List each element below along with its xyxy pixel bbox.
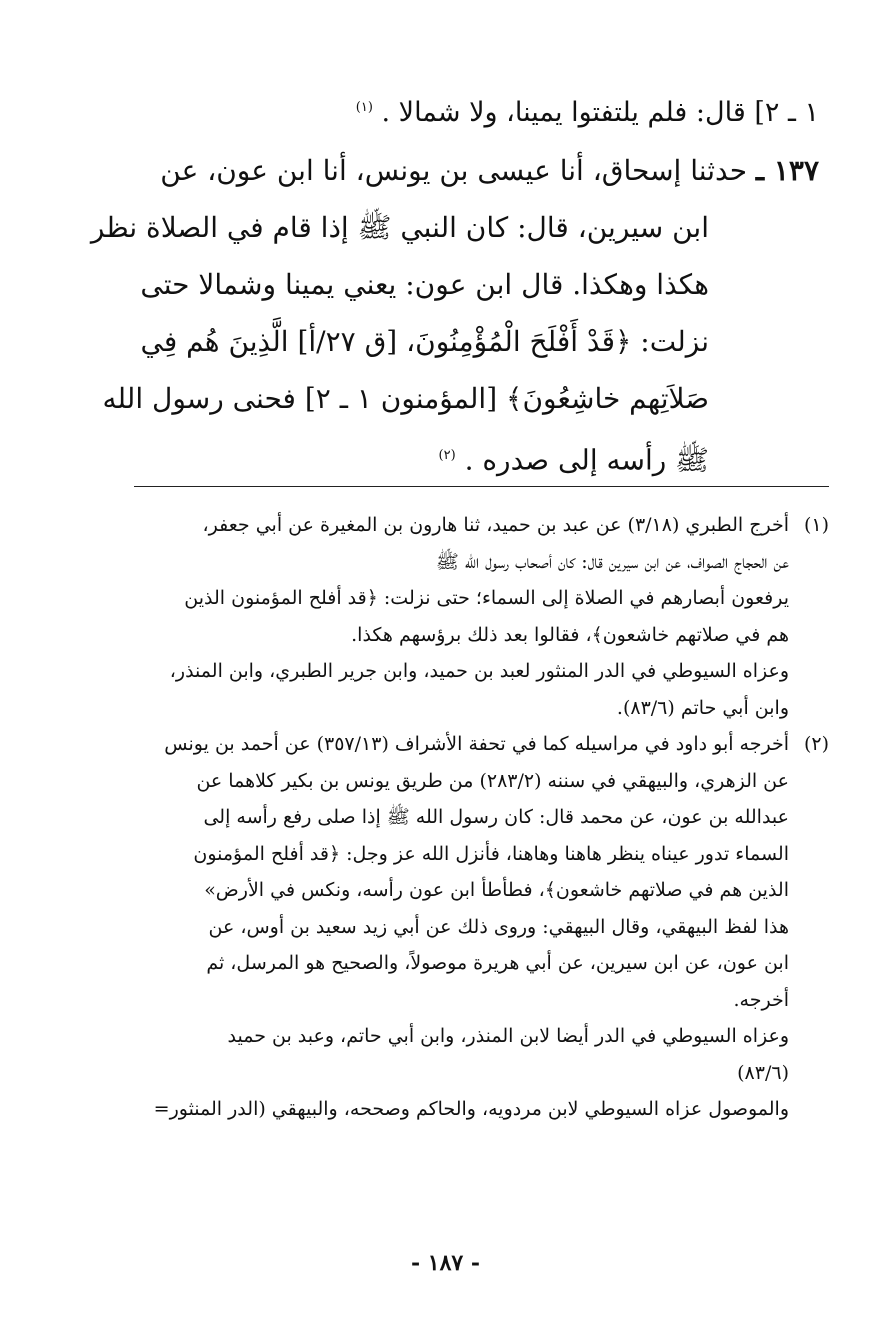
footnote-divider xyxy=(134,486,829,487)
continuation-text: ١ ـ ٢] قال: فلم يلتفتوا يمينا، ولا شمالا . xyxy=(381,97,819,128)
footnote-extra-line: وعزاه السيوطي في الدر أيضا لابن المنذر، وابن أبي حاتم، وعبد بن حميد xyxy=(227,1025,789,1047)
hadith-line-2: ابن سيرين، قال: كان النبي ﷺ إذا قام في الصلاة نظر xyxy=(90,211,709,244)
footnote-1-line: هم في صلاتهم خاشعون﴾، فقالوا بعد ذلك برؤسهم هكذا. xyxy=(351,623,789,646)
footnote-extra-line: والموصول عزاه السيوطي لابن مردويه، والحاكم وصححه، والبيهقي (الدر المنثور= xyxy=(153,1098,789,1120)
hadith-line-6 xyxy=(40,427,819,488)
footnote-1 xyxy=(60,507,829,726)
footnote-2 xyxy=(60,726,829,1018)
hadith-line-4: نزلت: ﴿قَدْ أَفْلَحَ الْمُؤْمِنُونَ، [ق ٢٧/أ] الَّذِينَ هُم فِي xyxy=(140,325,709,358)
footnote-1-line: أخرج الطبري (٣/١٨) عن عبد بن حميد، ثنا هارون بن المغيرة عن أبي جعفر، xyxy=(202,514,789,536)
footnote-2-line: عبدالله بن عون، عن محمد قال: كان رسول الله ﷺ إذا صلى رفع رأسه إلى xyxy=(203,806,789,828)
footnotes xyxy=(60,507,829,1128)
hadith-137 xyxy=(40,142,819,488)
hadith-number: ١٣٧ ـ xyxy=(755,154,819,187)
footnote-1-line: وابن أبي حاتم (٨٣/٦). xyxy=(616,696,789,719)
footnote-1-line: يرفعون أبصارهم في الصلاة إلى السماء؛ حتى نزلت: ﴿قد أفلح المؤمنون الذين xyxy=(184,587,789,609)
footnote-extra-line: (٨٣/٦) xyxy=(737,1061,789,1084)
footnote-ref-1: (١) xyxy=(355,100,373,115)
hadith-line-5: صَلاَتِهم خاشِعُونَ﴾ [المؤمنون ١ ـ ٢] فحنى رسول الله xyxy=(102,382,709,415)
footnote-2-line: أخرجه أبو داود في مراسيله كما في تحفة الأشراف (٣٥٧/١٣) عن أحمد بن يونس xyxy=(164,733,789,755)
footnote-1-line: عن الحجاج الصواف، عن ابن سيرين قال: كان أصحاب رسول الله ﷺ xyxy=(435,550,789,573)
footnote-2-line: الذين هم في صلاتهم خاشعون﴾، فطأطأ ابن عون رأسه، ونكس في الأرض» xyxy=(204,879,789,901)
footnote-1-line: وعزاه السيوطي في الدر المنثور لعبد بن حميد، وابن جرير الطبري، وابن المنذر، xyxy=(169,660,789,682)
footnote-ref-2: (٢) xyxy=(438,448,456,463)
footnote-2-line: هذا لفظ البيهقي، وقال البيهقي: وروى ذلك عن أبي زيد سعيد بن أوس، عن xyxy=(208,915,789,938)
footnote-2-line: ابن عون، عن ابن سيرين، عن أبي هريرة موصولاً، والصحيح هو المرسل، ثم xyxy=(206,952,789,974)
footnote-2-mark: (٢) xyxy=(803,733,829,755)
footnote-2-line: أخرجه. xyxy=(733,988,789,1011)
hadith-line-3: هكذا وهكذا. قال ابن عون: يعني يمينا وشمالا حتى xyxy=(140,268,709,301)
footnote-2-line: عن الزهري، والبيهقي في سننه (٢٨٣/٢) من طريق يونس بن بكير كلاهما عن xyxy=(196,769,789,792)
footnote-1-mark: (١) xyxy=(803,514,829,536)
hadith-text-6: ﷺ رأسه إلى صدره . xyxy=(464,443,709,477)
continuation-line xyxy=(200,80,819,140)
footnote-2-line: السماء تدور عيناه ينظر هاهنا وهاهنا، فأنزل الله عز وجل: ﴿قد أفلح المؤمنون xyxy=(193,842,789,865)
hadith-text-1: حدثنا إسحاق، أنا عيسى بن يونس، أنا ابن عون، عن xyxy=(160,154,748,187)
page-number: - ١٨٧ - xyxy=(410,1250,481,1276)
hadith-line-1 xyxy=(40,142,819,199)
